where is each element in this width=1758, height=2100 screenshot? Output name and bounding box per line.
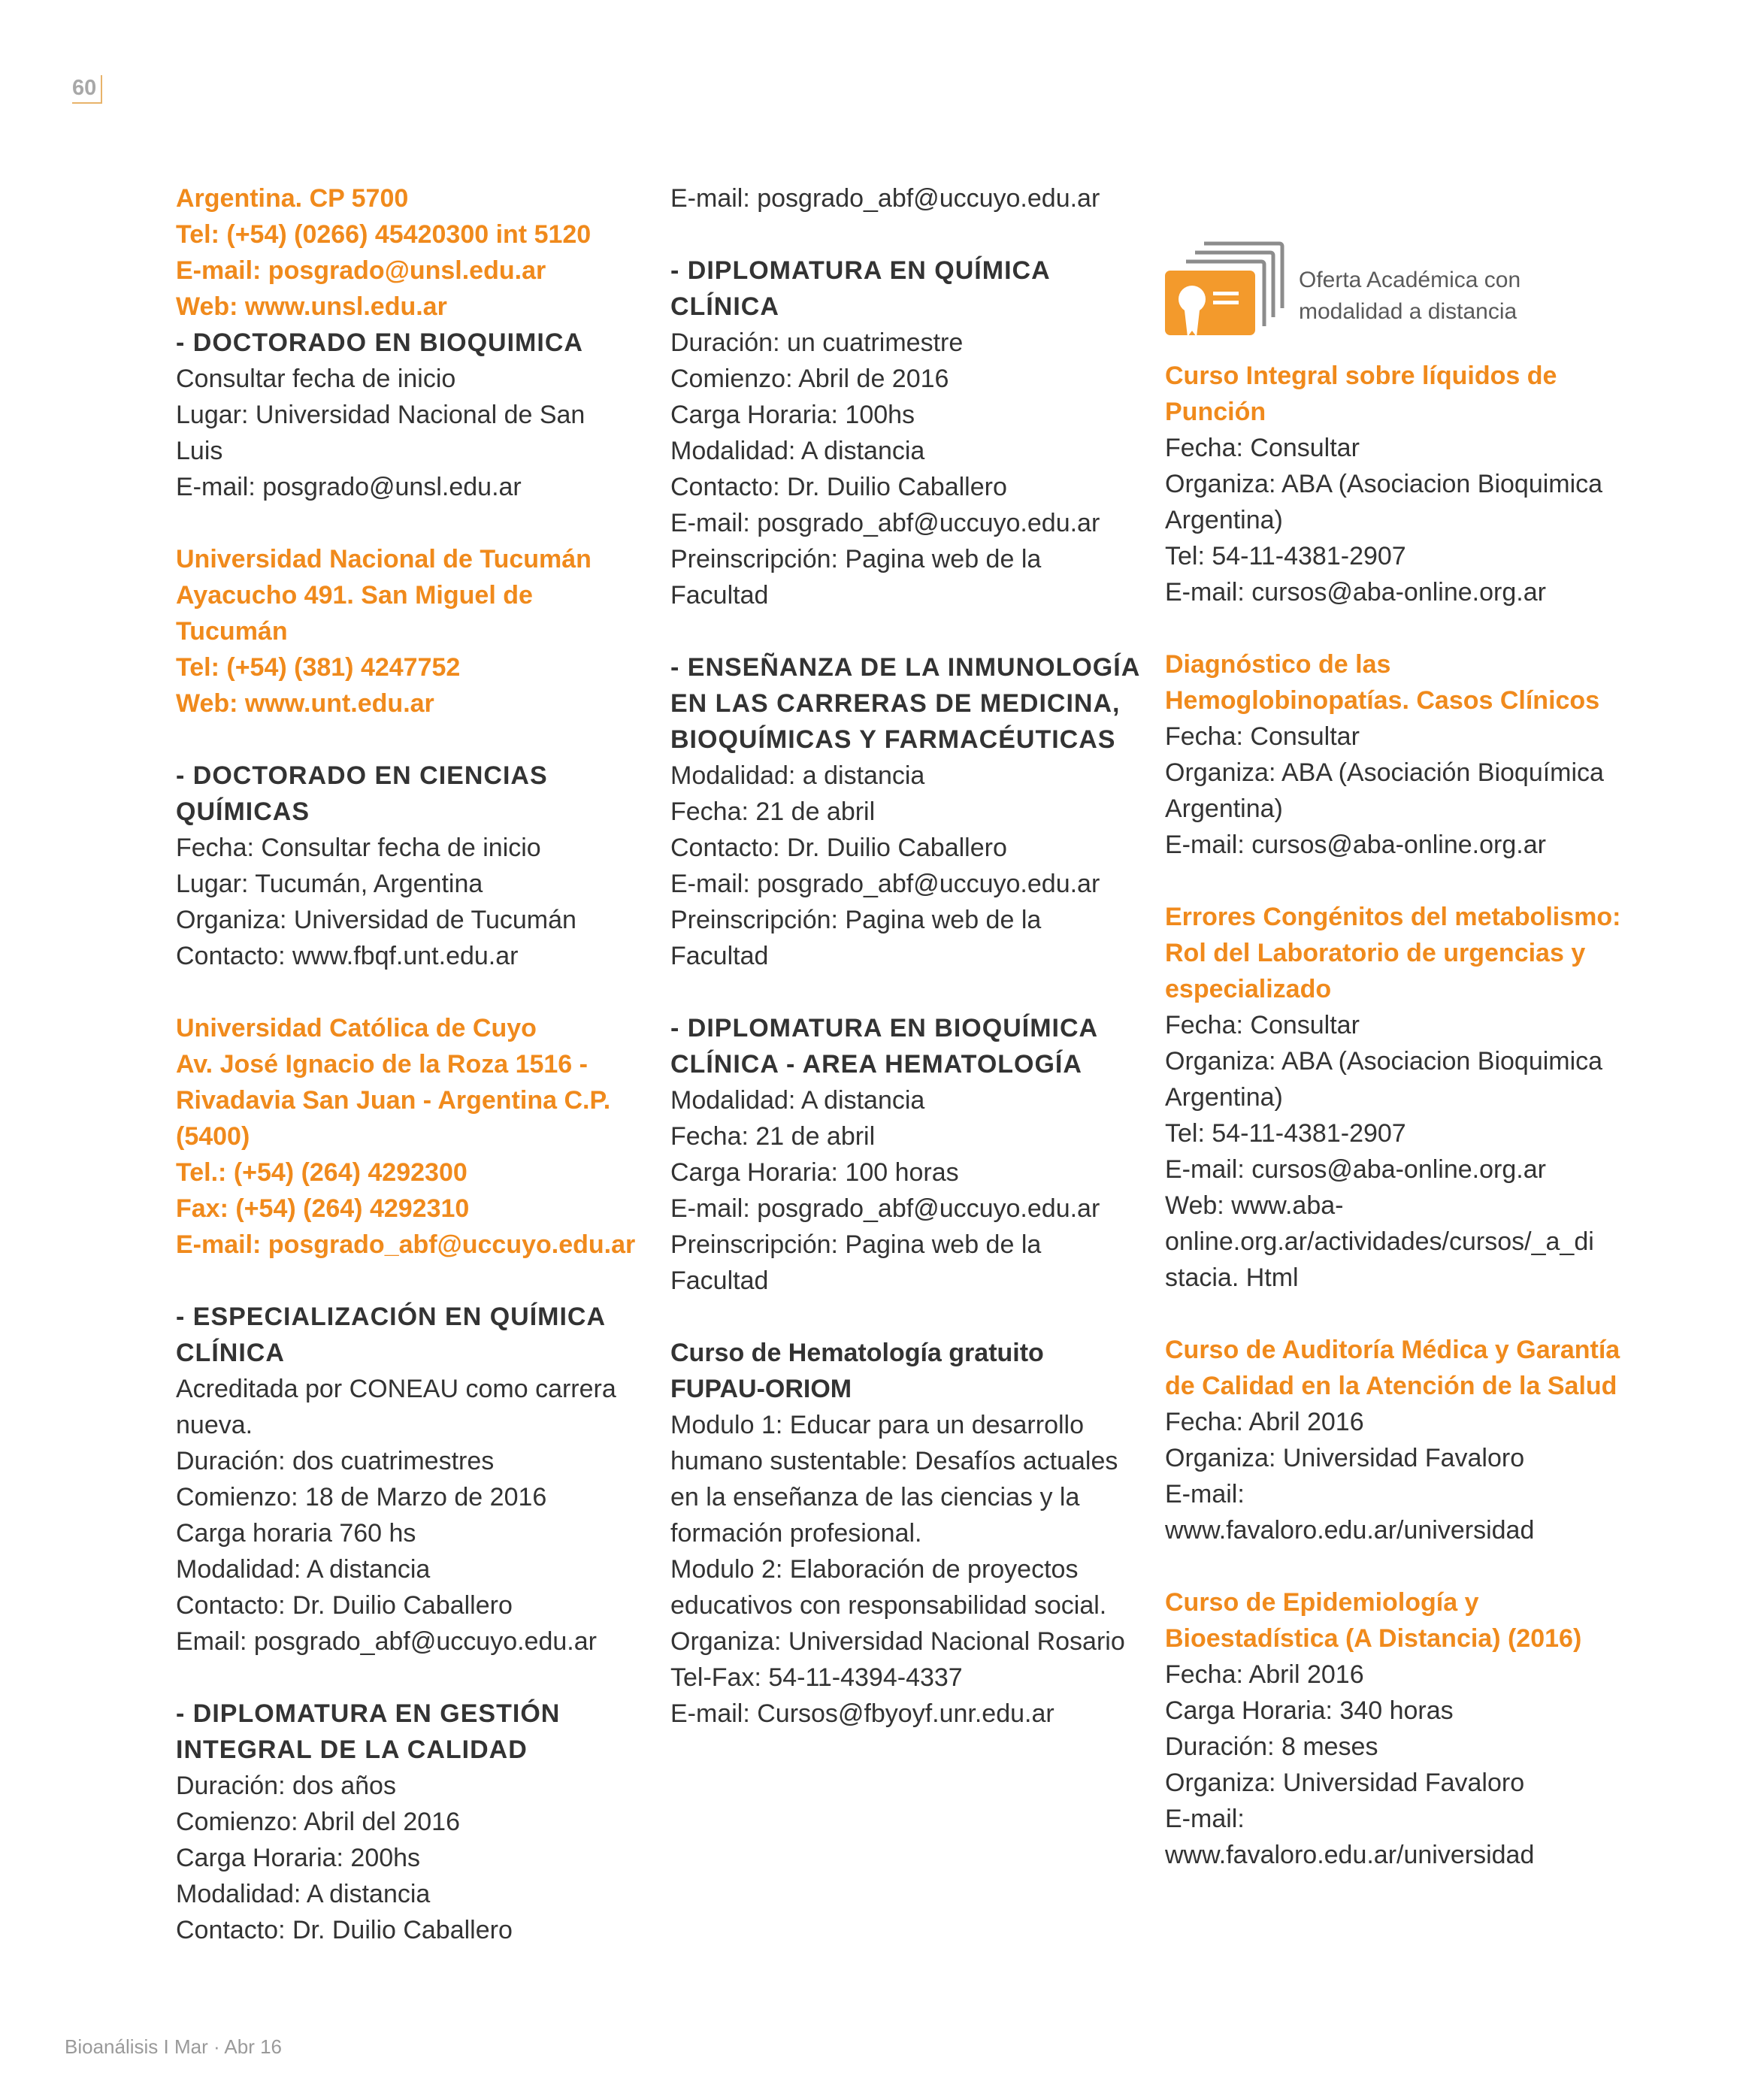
- detail-line: www.favaloro.edu.ar/universidad: [1165, 1841, 1535, 1869]
- detail-line: Fecha: 21 de abril: [670, 797, 876, 826]
- detail-line: Organiza: Universidad Favaloro: [1165, 1769, 1525, 1797]
- detail-line: Modulo 1: Educar para un desarrollo: [670, 1411, 1084, 1439]
- program-title-line: INTEGRAL DE LA CALIDAD: [176, 1735, 528, 1764]
- detail-line: formación profesional.: [670, 1519, 922, 1548]
- institution-heading-line: Universidad Nacional de Tucumán: [176, 545, 592, 573]
- column-2: [670, 180, 1141, 1732]
- spacer: [670, 1299, 1114, 1335]
- spacer: [1165, 1296, 1616, 1332]
- institution-heading-line: Curso Integral sobre líquidos de: [1165, 362, 1557, 390]
- institution-heading-line: Errores Congénitos del metabolismo:: [1165, 903, 1621, 931]
- detail-line: Contacto: Dr. Duilio Caballero: [670, 834, 1007, 862]
- program-title-line: - DOCTORADO EN CIENCIAS: [176, 761, 548, 790]
- detail-line: Email: posgrado_abf@uccuyo.edu.ar: [176, 1627, 597, 1656]
- detail-line: Contacto: Dr. Duilio Caballero: [176, 1591, 513, 1620]
- detail-line: Carga Horaria: 200hs: [176, 1844, 421, 1872]
- detail-line: Organiza: ABA (Asociacion Bioquimica: [1165, 470, 1603, 498]
- detail-line: Comienzo: Abril del 2016: [176, 1808, 461, 1836]
- spacer: [1165, 863, 1616, 899]
- distance-learning-certificate-icon: [1165, 238, 1285, 347]
- institution-heading-line: Punción: [1165, 398, 1266, 426]
- spacer: [670, 216, 1114, 253]
- institution-heading-line: Bioestadística (A Distancia) (2016): [1165, 1624, 1582, 1653]
- detail-line: Modalidad: A distancia: [176, 1555, 431, 1584]
- detail-line: online.org.ar/actividades/cursos/_a_di: [1165, 1227, 1594, 1256]
- detail-line: Fecha: 21 de abril: [670, 1122, 876, 1151]
- institution-heading-line: Ayacucho 491. San Miguel de: [176, 581, 533, 610]
- detail-line: Fecha: Abril 2016: [1165, 1660, 1364, 1689]
- detail-line: E-mail: cursos@aba-online.org.ar: [1165, 831, 1546, 859]
- page-number: 60: [72, 75, 102, 104]
- detail-line: E-mail: cursos@aba-online.org.ar: [1165, 578, 1546, 607]
- detail-line: Comienzo: Abril de 2016: [670, 365, 949, 393]
- detail-line: Organiza: ABA (Asociacion Bioquimica: [1165, 1047, 1603, 1076]
- detail-line: E-mail:: [1165, 1805, 1245, 1833]
- distance-learning-badge: [1165, 238, 1616, 347]
- detail-line: Web: www.aba-: [1165, 1191, 1344, 1220]
- program-title-line: - DIPLOMATURA EN BIOQUÍMICA: [670, 1014, 1099, 1042]
- detail-line: E-mail: posgrado_abf@uccuyo.edu.ar: [670, 1194, 1100, 1223]
- program-title-line: - ESPECIALIZACIÓN EN QUÍMICA: [176, 1303, 607, 1331]
- detail-line: Tel: 54-11-4381-2907: [1165, 542, 1406, 570]
- detail-line: educativos con responsabilidad social.: [670, 1591, 1107, 1620]
- detail-line: Fecha: Consultar fecha de inicio: [176, 834, 541, 862]
- institution-heading-line: Curso de Auditoría Médica y Garantía: [1165, 1336, 1620, 1364]
- detail-line: E-mail:: [1165, 1480, 1245, 1508]
- spacer: [176, 1660, 619, 1696]
- detail-line: humano sustentable: Desafíos actuales: [670, 1447, 1118, 1475]
- detail-line: Modulo 2: Elaboración de proyectos: [670, 1555, 1079, 1584]
- detail-line: Carga Horaria: 340 horas: [1165, 1696, 1454, 1725]
- column-3: [1165, 180, 1621, 1873]
- detail-line: Argentina): [1165, 1083, 1283, 1112]
- detail-line: Lugar: Universidad Nacional de San: [176, 401, 585, 429]
- institution-heading-line: Rol del Laboratorio de urgencias y: [1165, 939, 1586, 967]
- detail-line: Comienzo: 18 de Marzo de 2016: [176, 1483, 547, 1511]
- detail-line: Duración: 8 meses: [1165, 1732, 1378, 1761]
- detail-line: Duración: un cuatrimestre: [670, 328, 964, 357]
- institution-heading-line: Hemoglobinopatías. Casos Clínicos: [1165, 686, 1600, 715]
- detail-line: Organiza: ABA (Asociación Bioquímica: [1165, 758, 1604, 787]
- detail-line: Facultad: [670, 942, 769, 970]
- institution-heading-line: E-mail: posgrado_abf@uccuyo.edu.ar: [176, 1230, 636, 1259]
- detail-line: Consultar fecha de inicio: [176, 365, 456, 393]
- detail-line: Fecha: Abril 2016: [1165, 1408, 1364, 1436]
- course-title-line: FUPAU-ORIOM: [670, 1375, 852, 1403]
- detail-line: Facultad: [670, 1266, 769, 1295]
- detail-line: E-mail: posgrado_abf@uccuyo.edu.ar: [670, 509, 1100, 537]
- detail-line: Preinscripción: Pagina web de la: [670, 906, 1042, 934]
- spacer: [670, 613, 1114, 649]
- detail-line: E-mail: posgrado_abf@uccuyo.edu.ar: [670, 870, 1100, 898]
- program-title-line: BIOQUÍMICAS Y FARMACÉUTICAS: [670, 725, 1116, 754]
- institution-heading-line: Universidad Católica de Cuyo: [176, 1014, 537, 1042]
- detail-line: Organiza: Universidad Nacional Rosario: [670, 1627, 1125, 1656]
- detail-line: Duración: dos cuatrimestres: [176, 1447, 495, 1475]
- detail-line: Fecha: Consultar: [1165, 434, 1360, 462]
- detail-line: Organiza: Universidad Favaloro: [1165, 1444, 1525, 1472]
- detail-line: Argentina): [1165, 794, 1283, 823]
- program-title-line: - DIPLOMATURA EN QUÍMICA: [670, 256, 1051, 285]
- spacer: [176, 1263, 619, 1299]
- program-title-line: CLÍNICA: [670, 292, 779, 321]
- institution-heading-line: Av. José Ignacio de la Roza 1516 -: [176, 1050, 588, 1079]
- detail-line: Acreditada por CONEAU como carrera: [176, 1375, 616, 1403]
- institution-heading-line: Argentina. CP 5700: [176, 184, 409, 213]
- footer: Bioanálisis I Mar · Abr 16: [65, 2035, 283, 2058]
- detail-line: Contacto: Dr. Duilio Caballero: [176, 1916, 513, 1944]
- detail-line: Carga Horaria: 100 horas: [670, 1158, 959, 1187]
- institution-heading-line: Fax: (+54) (264) 4292310: [176, 1194, 470, 1223]
- program-title-line: QUÍMICAS: [176, 797, 310, 826]
- detail-line: en la enseñanza de las ciencias y la: [670, 1483, 1080, 1511]
- badge-label-line-2: modalidad a distancia: [1299, 299, 1517, 324]
- detail-line: Duración: dos años: [176, 1772, 396, 1800]
- institution-heading-line: Tel: (+54) (381) 4247752: [176, 653, 461, 682]
- program-title-line: CLÍNICA: [176, 1339, 285, 1367]
- detail-line: Tel-Fax: 54-11-4394-4337: [670, 1663, 963, 1692]
- detail-line: Contacto: Dr. Duilio Caballero: [670, 473, 1007, 501]
- detail-line: Organiza: Universidad de Tucumán: [176, 906, 576, 934]
- column-1: [176, 180, 636, 1948]
- course-title-line: Curso de Hematología gratuito: [670, 1339, 1044, 1367]
- detail-line: E-mail: posgrado_abf@uccuyo.edu.ar: [670, 184, 1100, 213]
- institution-heading-line: Web: www.unsl.edu.ar: [176, 292, 447, 321]
- detail-line: Contacto: www.fbqf.unt.edu.ar: [176, 942, 519, 970]
- program-title-line: EN LAS CARRERAS DE MEDICINA,: [670, 689, 1121, 718]
- detail-line: E-mail: Cursos@fbyoyf.unr.edu.ar: [670, 1699, 1054, 1728]
- institution-heading-line: E-mail: posgrado@unsl.edu.ar: [176, 256, 546, 285]
- institution-heading-line: Curso de Epidemiología y: [1165, 1588, 1479, 1617]
- spacer: [176, 974, 619, 1010]
- spacer: [670, 974, 1114, 1010]
- detail-line: E-mail: cursos@aba-online.org.ar: [1165, 1155, 1546, 1184]
- column-3-entries: [1165, 358, 1621, 1873]
- detail-line: Preinscripción: Pagina web de la: [670, 545, 1042, 573]
- program-title-line: CLÍNICA - AREA HEMATOLOGÍA: [670, 1050, 1082, 1079]
- program-title-line: - ENSEÑANZA DE LA INMUNOLOGÍA: [670, 653, 1141, 682]
- institution-heading-line: (5400): [176, 1122, 250, 1151]
- spacer: [1165, 610, 1616, 646]
- spacer: [176, 722, 619, 758]
- institution-heading-line: Rivadavia San Juan - Argentina C.P.: [176, 1086, 611, 1115]
- spacer: [1165, 1548, 1616, 1584]
- detail-line: E-mail: posgrado@unsl.edu.ar: [176, 473, 522, 501]
- detail-line: nueva.: [176, 1411, 253, 1439]
- detail-line: Lugar: Tucumán, Argentina: [176, 870, 483, 898]
- institution-heading-line: Tel.: (+54) (264) 4292300: [176, 1158, 467, 1187]
- institution-heading-line: Tel: (+54) (0266) 45420300 int 5120: [176, 220, 592, 249]
- detail-line: Modalidad: a distancia: [670, 761, 925, 790]
- detail-line: Luis: [176, 437, 223, 465]
- detail-line: Carga horaria 760 hs: [176, 1519, 416, 1548]
- program-title-line: - DIPLOMATURA EN GESTIÓN: [176, 1699, 561, 1728]
- detail-line: Preinscripción: Pagina web de la: [670, 1230, 1042, 1259]
- badge-label-line-1: Oferta Académica con: [1299, 268, 1521, 292]
- detail-line: Modalidad: A distancia: [670, 437, 925, 465]
- spacer: [176, 505, 619, 541]
- detail-line: Modalidad: A distancia: [176, 1880, 431, 1908]
- institution-heading-line: Diagnóstico de las: [1165, 650, 1391, 679]
- detail-line: www.favaloro.edu.ar/universidad: [1165, 1516, 1535, 1545]
- detail-line: Modalidad: A distancia: [670, 1086, 925, 1115]
- detail-line: Carga Horaria: 100hs: [670, 401, 915, 429]
- detail-line: Tel: 54-11-4381-2907: [1165, 1119, 1406, 1148]
- institution-heading-line: Web: www.unt.edu.ar: [176, 689, 434, 718]
- detail-line: Fecha: Consultar: [1165, 1011, 1360, 1039]
- detail-line: Fecha: Consultar: [1165, 722, 1360, 751]
- detail-line: Facultad: [670, 581, 769, 610]
- program-title-line: - DOCTORADO EN BIOQUIMICA: [176, 328, 583, 357]
- institution-heading-line: de Calidad en la Atención de la Salud: [1165, 1372, 1617, 1400]
- institution-heading-line: Tucumán: [176, 617, 288, 646]
- institution-heading-line: especializado: [1165, 975, 1332, 1003]
- detail-line: stacia. Html: [1165, 1263, 1299, 1292]
- detail-line: Argentina): [1165, 506, 1283, 534]
